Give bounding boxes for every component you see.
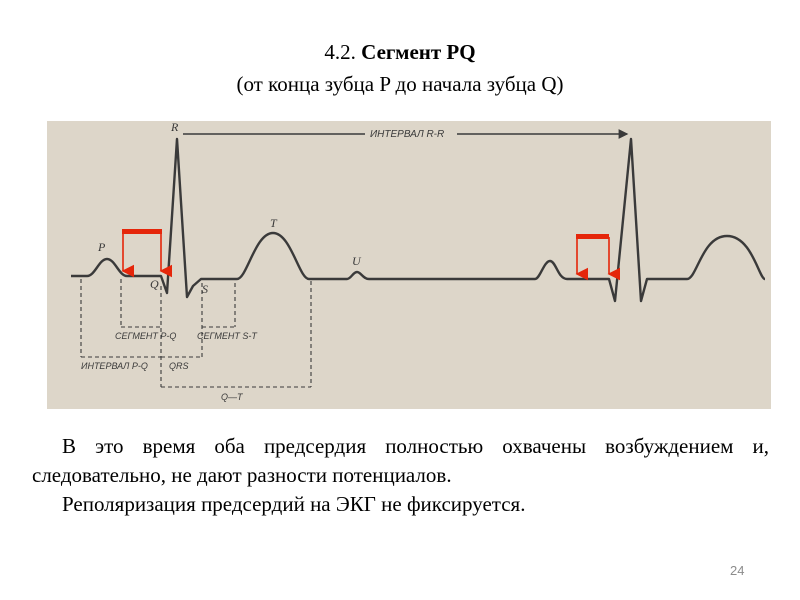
red-marker-right	[576, 234, 609, 274]
label-interval-pq: ИНТЕРВАЛ P-Q	[81, 361, 148, 371]
page-number: 24	[730, 563, 745, 578]
body-text	[32, 432, 769, 519]
label-qrs: QRS	[169, 361, 189, 371]
label-p: P	[98, 240, 106, 254]
ecg-trace	[71, 139, 765, 301]
paragraph-2: Реполяризация предсердий на ЭКГ не фиксируется.	[62, 492, 526, 516]
ecg-diagram	[47, 121, 771, 409]
title-bold: Сегмент PQ	[361, 40, 476, 64]
label-u: U	[352, 254, 361, 268]
label-r: R	[171, 121, 179, 134]
label-qt: Q—T	[221, 392, 243, 402]
label-q: Q	[150, 277, 159, 291]
title-line	[0, 36, 800, 68]
interval-rr	[183, 124, 627, 140]
subtitle: (от конца зубца P до начала зубца Q)	[236, 72, 564, 96]
title-number: 4.2.	[324, 40, 356, 64]
label-t: T	[270, 216, 277, 230]
label-s: S	[202, 282, 208, 296]
slide-title	[0, 36, 800, 100]
label-interval-rr: ИНТЕРВАЛ R-R	[370, 129, 445, 140]
ecg-figure	[47, 121, 771, 409]
label-segment-st: СЕГМЕНТ S-T	[197, 331, 257, 341]
red-marker-left	[122, 229, 162, 271]
paragraph-1: В это время оба предсердия полностью охвачены возбуждением и, следовательно, не дают разности потенциалов.	[32, 434, 769, 487]
label-segment-pq: СЕГМЕНТ P-Q	[115, 331, 177, 341]
